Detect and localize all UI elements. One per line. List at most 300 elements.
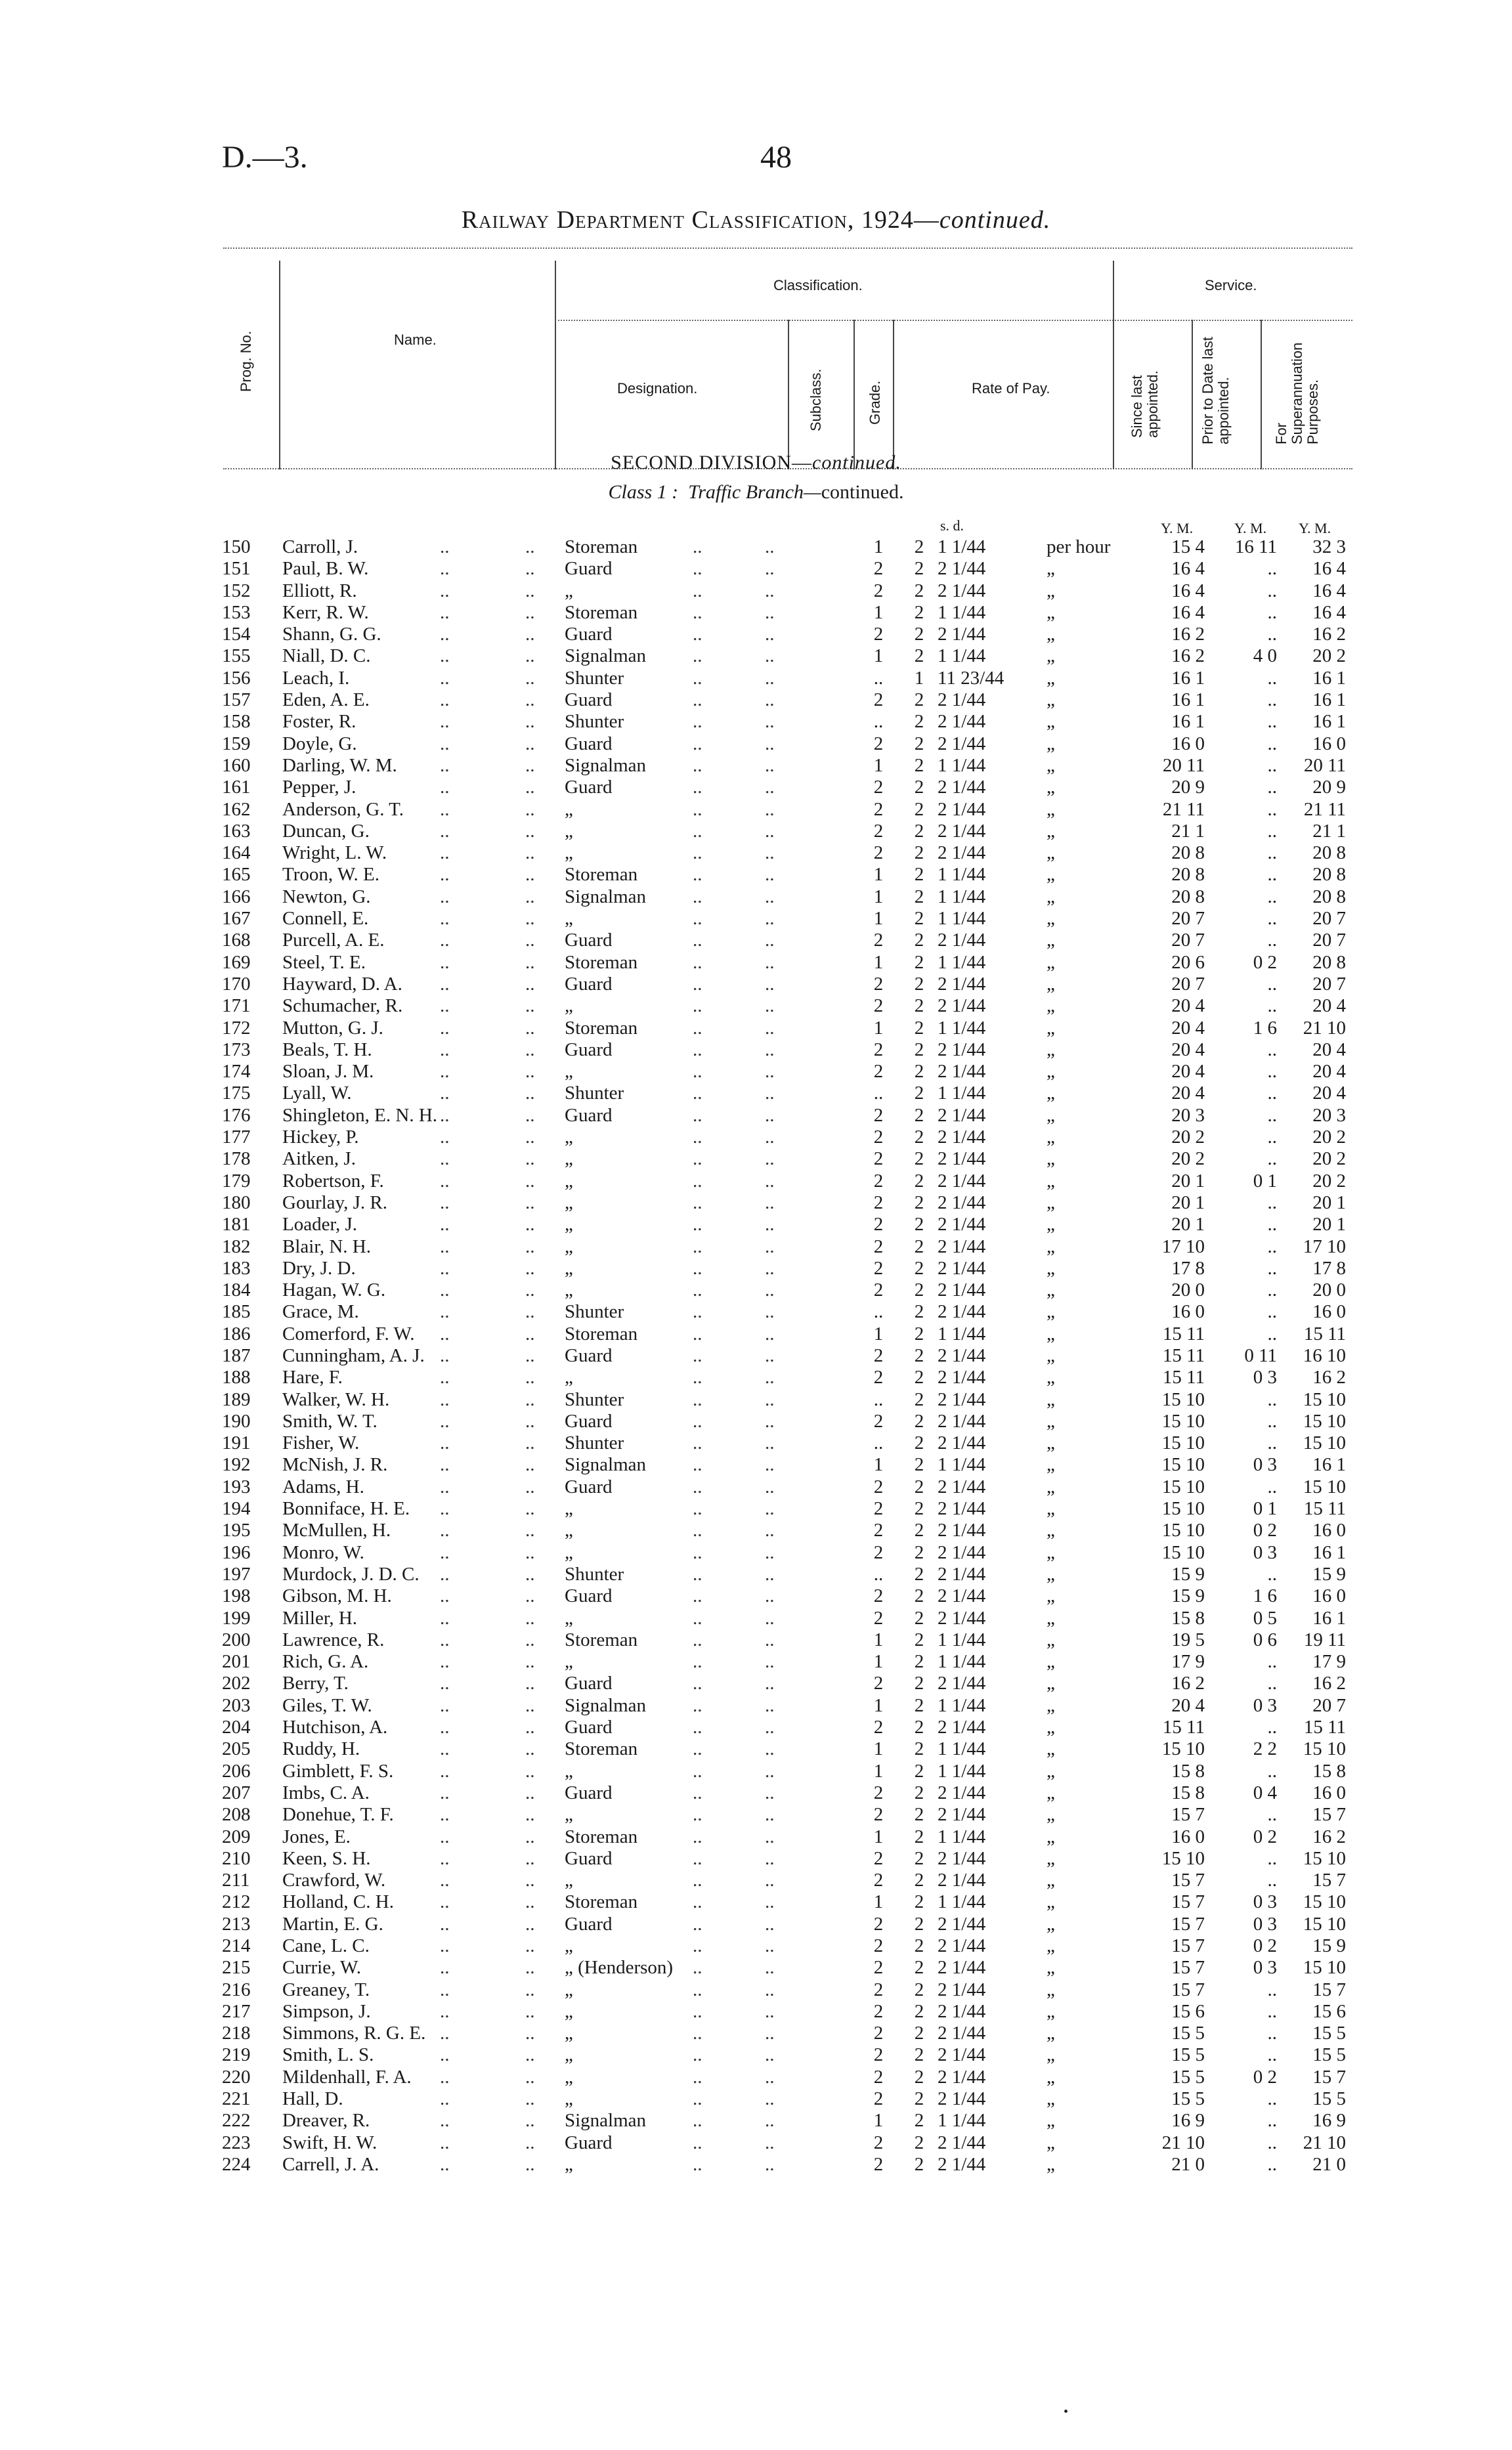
leader-dots: .. (440, 1454, 450, 1476)
leader-dots: .. (693, 558, 702, 580)
subclass: 1 (873, 601, 884, 623)
staff-name: Wright, L. W. (282, 842, 387, 864)
leader-dots: .. (440, 1039, 450, 1060)
leader-dots: .. (693, 1432, 702, 1454)
leader-dots: .. (440, 886, 450, 907)
staff-name: Duncan, G. (282, 820, 370, 842)
leader-dots: .. (525, 1323, 535, 1344)
leader-dots: .. (765, 1870, 775, 1891)
leader-dots: .. (693, 645, 702, 667)
service-superannuation: 16 1 (1312, 689, 1346, 711)
leader-dots: .. (765, 536, 775, 557)
service-since-last: 15 10 (1161, 1388, 1205, 1410)
pay-period: „ (1047, 2153, 1055, 2175)
leader-dots: .. (440, 624, 450, 645)
table-row (0, 536, 1512, 558)
service-since-last: 17 9 (1171, 1651, 1205, 1673)
service-since-last: 15 5 (1171, 2066, 1205, 2088)
table-row (0, 1258, 1512, 1279)
staff-name: Purcell, A. E. (282, 930, 385, 951)
staff-name: Kerr, R. W. (282, 601, 369, 623)
service-since-last: 15 10 (1161, 1410, 1205, 1432)
prog-number: 185 (222, 1301, 251, 1323)
leader-dots: .. (440, 951, 450, 973)
table-row (0, 908, 1512, 930)
service-superannuation: 15 8 (1312, 1760, 1346, 1782)
staff-name: Connell, E. (282, 908, 369, 930)
table-row (0, 2088, 1512, 2110)
grade: 2 (914, 798, 924, 820)
grade: 2 (914, 1935, 924, 1956)
leader-dots: .. (765, 2153, 775, 2175)
designation: Signalman (565, 886, 647, 907)
leader-dots: .. (525, 1585, 535, 1607)
service-superannuation: 16 9 (1312, 2110, 1346, 2132)
subclass: 2 (873, 1127, 884, 1148)
table-row (0, 842, 1512, 864)
col-divider (788, 320, 789, 469)
prog-number: 202 (222, 1673, 251, 1694)
grade: 2 (914, 1410, 924, 1432)
pay-period: „ (1047, 1913, 1055, 1935)
service-since-last: 16 0 (1171, 733, 1205, 754)
leader-dots: .. (693, 1192, 702, 1213)
service-superannuation: 20 4 (1312, 1061, 1346, 1083)
grade: 2 (914, 908, 924, 930)
subclass: 2 (873, 2066, 884, 2088)
service-superannuation: 20 7 (1312, 1694, 1346, 1716)
grade: 2 (914, 1563, 924, 1585)
service-prior: .. (1267, 667, 1277, 689)
leader-dots: .. (693, 1957, 702, 1979)
table-row (0, 821, 1512, 842)
designation: Shunter (565, 1563, 624, 1585)
subclass: 2 (873, 580, 884, 601)
service-prior: .. (1267, 2088, 1277, 2110)
leader-dots: .. (525, 1454, 535, 1476)
staff-name: Niall, D. C. (282, 645, 371, 667)
service-prior: .. (1267, 1257, 1277, 1279)
division-heading: SECOND DIVISION—continued. (611, 452, 901, 473)
subclass: 2 (873, 1541, 884, 1563)
table-row (0, 1389, 1512, 1411)
service-superannuation: 16 10 (1303, 1344, 1346, 1366)
grade: 2 (914, 1432, 924, 1454)
leader-dots: .. (440, 1192, 450, 1213)
grade: 2 (914, 2132, 924, 2153)
staff-name: Jones, E. (282, 1826, 351, 1847)
rate-of-pay: 2 1/44 (938, 1847, 986, 1869)
table-row (0, 1761, 1512, 1782)
leader-dots: .. (693, 1847, 702, 1869)
service-since-last: 15 4 (1171, 536, 1205, 557)
leader-dots: .. (440, 1957, 450, 1979)
pay-period: „ (1047, 1891, 1055, 1913)
service-prior: .. (1267, 558, 1277, 580)
subclass: 2 (873, 1279, 884, 1301)
grade: 2 (914, 1717, 924, 1738)
designation: „ (565, 1367, 573, 1388)
leader-dots: .. (440, 1913, 450, 1935)
grade: 2 (914, 1673, 924, 1694)
pay-period: „ (1047, 1870, 1055, 1891)
subclass: 1 (873, 1454, 884, 1476)
designation: „ (565, 1520, 573, 1541)
table-row (0, 1476, 1512, 1498)
service-prior: .. (1267, 1870, 1277, 1891)
service-superannuation: 20 7 (1312, 973, 1346, 995)
prog-number: 163 (222, 820, 251, 842)
pay-period: „ (1047, 1061, 1055, 1083)
service-since-last: 15 11 (1162, 1367, 1205, 1388)
leader-dots: .. (440, 2044, 450, 2066)
table-row (0, 799, 1512, 821)
grade: 2 (914, 2110, 924, 2132)
leader-dots: .. (765, 1607, 775, 1629)
service-superannuation: 21 11 (1303, 798, 1346, 820)
leader-dots: .. (693, 1738, 702, 1760)
service-prior: .. (1267, 1301, 1277, 1323)
leader-dots: .. (440, 1170, 450, 1192)
rate-of-pay: 2 1/44 (938, 1279, 986, 1301)
prog-number: 199 (222, 1607, 251, 1629)
service-since-last: 15 10 (1161, 1541, 1205, 1563)
leader-dots: .. (765, 1541, 775, 1563)
staff-name: Blair, N. H. (282, 1236, 371, 1257)
leader-dots: .. (525, 1673, 535, 1694)
table-row (0, 1498, 1512, 1520)
staff-name: Rich, G. A. (282, 1651, 369, 1673)
service-prior: .. (1267, 1148, 1277, 1170)
prog-number: 151 (222, 558, 251, 580)
service-since-last: 16 1 (1171, 689, 1205, 711)
service-superannuation: 20 8 (1312, 864, 1346, 886)
header-top-rule (223, 247, 1352, 249)
leader-dots: .. (440, 930, 450, 951)
grade: 2 (914, 1257, 924, 1279)
rate-of-pay: 1 1/44 (938, 1017, 986, 1039)
service-superannuation: 15 7 (1312, 1979, 1346, 2000)
pay-period: „ (1047, 754, 1055, 776)
pay-period: „ (1047, 624, 1055, 645)
designation: Guard (565, 1104, 613, 1126)
designation: „ (565, 820, 573, 842)
grade: 2 (914, 1017, 924, 1039)
leader-dots: .. (765, 1891, 775, 1913)
staff-name: Ruddy, H. (282, 1738, 360, 1760)
subclass: 2 (873, 1673, 884, 1694)
rate-of-pay: 2 1/44 (938, 1432, 986, 1454)
service-since-last: 20 11 (1162, 754, 1205, 776)
leader-dots: .. (525, 1083, 535, 1104)
grade: 2 (914, 2153, 924, 2175)
leader-dots: .. (440, 1344, 450, 1366)
subclass: 1 (873, 951, 884, 973)
pay-period: „ (1047, 1541, 1055, 1563)
table-row (0, 1454, 1512, 1476)
service-superannuation: 16 1 (1312, 1541, 1346, 1563)
subclass: 2 (873, 820, 884, 842)
service-superannuation: 20 8 (1312, 886, 1346, 907)
leader-dots: .. (440, 1388, 450, 1410)
service-superannuation: 20 11 (1303, 754, 1346, 776)
leader-dots: .. (765, 1913, 775, 1935)
leader-dots: .. (440, 1760, 450, 1782)
rate-of-pay: 2 1/44 (938, 777, 986, 798)
grade: 2 (914, 1170, 924, 1192)
leader-dots: .. (440, 973, 450, 995)
subclass: 2 (873, 558, 884, 580)
subclass: .. (873, 1432, 884, 1454)
staff-name: Dreaver, R. (282, 2110, 370, 2132)
pay-period: „ (1047, 558, 1055, 580)
subclass: 1 (873, 908, 884, 930)
prog-number: 180 (222, 1192, 251, 1213)
designation: „ (565, 1541, 573, 1563)
leader-dots: .. (525, 1804, 535, 1826)
rate-of-pay: 1 1/44 (938, 1651, 986, 1673)
rate-of-pay: 2 1/44 (938, 798, 986, 820)
staff-name: Fisher, W. (282, 1432, 360, 1454)
table-row (0, 2154, 1512, 2176)
leader-dots: .. (693, 1236, 702, 1257)
leader-dots: .. (765, 1301, 775, 1323)
subclass: 2 (873, 1214, 884, 1236)
table-row (0, 1979, 1512, 2001)
service-prior: .. (1267, 930, 1277, 951)
table-row (0, 1608, 1512, 1629)
service-superannuation: 16 0 (1312, 733, 1346, 754)
prog-number: 197 (222, 1563, 251, 1585)
designation: „ (565, 2000, 573, 2022)
rate-of-pay: 2 1/44 (938, 1104, 986, 1126)
col-divider (853, 320, 855, 469)
leader-dots: .. (765, 842, 775, 864)
leader-dots: .. (525, 754, 535, 776)
service-prior: 0 3 (1253, 1367, 1277, 1388)
staff-name: Mutton, G. J. (282, 1017, 383, 1039)
subclass: 1 (873, 1891, 884, 1913)
staff-name: Simmons, R. G. E. (282, 2023, 426, 2044)
prog-number: 205 (222, 1738, 251, 1760)
leader-dots: .. (693, 601, 702, 623)
leader-dots: .. (525, 1782, 535, 1803)
rate-of-pay: 2 1/44 (938, 2023, 986, 2044)
rate-of-pay: 2 1/44 (938, 1061, 986, 1083)
leader-dots: .. (440, 1257, 450, 1279)
table-row (0, 2067, 1512, 2088)
col-grade: Grade. (867, 380, 883, 425)
pay-period: „ (1047, 2023, 1055, 2044)
leader-dots: .. (525, 1192, 535, 1213)
service-prior: .. (1267, 1563, 1277, 1585)
service-since-last: 20 1 (1171, 1192, 1205, 1213)
grade: 2 (914, 711, 924, 733)
leader-dots: .. (693, 1498, 702, 1520)
pay-period: „ (1047, 667, 1055, 689)
leader-dots: .. (765, 2000, 775, 2022)
pay-period: „ (1047, 1694, 1055, 1716)
prog-number: 169 (222, 951, 251, 973)
leader-dots: .. (693, 1323, 702, 1344)
service-prior: .. (1267, 1323, 1277, 1344)
grade: 2 (914, 1236, 924, 1257)
leader-dots: .. (525, 733, 535, 754)
title-continued: continued. (939, 206, 1051, 234)
table-row (0, 1673, 1512, 1694)
service-prior: .. (1267, 1979, 1277, 2000)
table-row (0, 1083, 1512, 1104)
leader-dots: .. (765, 995, 775, 1017)
leader-dots: .. (693, 1673, 702, 1694)
leader-dots: .. (525, 930, 535, 951)
grade: 2 (914, 601, 924, 623)
grade: 2 (914, 1039, 924, 1060)
leader-dots: .. (765, 1214, 775, 1236)
pay-period: „ (1047, 1804, 1055, 1826)
table-row (0, 1171, 1512, 1192)
subclass: 1 (873, 536, 884, 557)
leader-dots: .. (693, 1148, 702, 1170)
subclass: 2 (873, 1585, 884, 1607)
table-row (0, 1061, 1512, 1083)
prog-number: 154 (222, 624, 251, 645)
staff-name: Pepper, J. (282, 777, 356, 798)
service-since-last: 16 9 (1171, 2110, 1205, 2132)
grade: 2 (914, 1214, 924, 1236)
service-since-last: 15 10 (1161, 1454, 1205, 1476)
designation: Guard (565, 1410, 613, 1432)
prog-number: 216 (222, 1979, 251, 2000)
leader-dots: .. (440, 558, 450, 580)
table-row (0, 1695, 1512, 1717)
service-prior: 0 2 (1253, 1826, 1277, 1847)
service-since-last: 15 11 (1162, 1323, 1205, 1344)
prog-number: 219 (222, 2044, 251, 2066)
leader-dots: .. (440, 2066, 450, 2088)
pay-period: „ (1047, 1476, 1055, 1497)
leader-dots: .. (765, 1039, 775, 1060)
prog-number: 190 (222, 1410, 251, 1432)
rate-of-pay: 2 1/44 (938, 1498, 986, 1520)
designation: „ (565, 1061, 573, 1083)
service-superannuation: 15 7 (1312, 1870, 1346, 1891)
pay-period: „ (1047, 1782, 1055, 1803)
unit-years-months: Y. M. (1234, 520, 1267, 536)
leader-dots: .. (525, 777, 535, 798)
service-prior: 0 4 (1253, 1782, 1277, 1803)
prog-number: 204 (222, 1717, 251, 1738)
designation: Shunter (565, 1083, 624, 1104)
rate-of-pay: 2 1/44 (938, 1563, 986, 1585)
grade: 2 (914, 2044, 924, 2066)
pay-period: „ (1047, 689, 1055, 711)
table-row (0, 624, 1512, 645)
leader-dots: .. (440, 2153, 450, 2175)
subclass: 1 (873, 1323, 884, 1344)
leader-dots: .. (440, 1520, 450, 1541)
leader-dots: .. (765, 1563, 775, 1585)
prog-number: 175 (222, 1083, 251, 1104)
leader-dots: .. (525, 842, 535, 864)
staff-name: Carrell, J. A. (282, 2153, 379, 2175)
service-superannuation: 15 5 (1312, 2044, 1346, 2066)
service-prior: .. (1267, 798, 1277, 820)
leader-dots: .. (693, 2088, 702, 2110)
rate-of-pay: 2 1/44 (938, 1344, 986, 1366)
prog-number: 214 (222, 1935, 251, 1956)
table-row (0, 2110, 1512, 2132)
prog-number: 172 (222, 1017, 251, 1039)
table-row (0, 930, 1512, 951)
staff-name: Greaney, T. (282, 1979, 370, 2000)
pay-period: „ (1047, 1826, 1055, 1847)
service-prior: .. (1267, 1388, 1277, 1410)
service-prior: 1 6 (1253, 1017, 1277, 1039)
staff-name: Gourlay, J. R. (282, 1192, 388, 1213)
leader-dots: .. (525, 2132, 535, 2153)
rate-of-pay: 2 1/44 (938, 930, 986, 951)
subclass: 2 (873, 624, 884, 645)
designation: Storeman (565, 1826, 638, 1847)
rate-of-pay: 2 1/44 (938, 2153, 986, 2175)
subclass: 1 (873, 1017, 884, 1039)
designation: „ (565, 1279, 573, 1301)
staff-name: Donehue, T. F. (282, 1804, 394, 1826)
service-prior: 4 0 (1253, 645, 1277, 667)
rate-of-pay: 1 1/44 (938, 1738, 986, 1760)
service-superannuation: 21 10 (1303, 1017, 1346, 1039)
rate-of-pay: 2 1/44 (938, 2132, 986, 2153)
table-row (0, 1018, 1512, 1039)
service-superannuation: 16 2 (1312, 1367, 1346, 1388)
service-since-last: 20 7 (1171, 930, 1205, 951)
grade: 2 (914, 754, 924, 776)
staff-name: Robertson, F. (282, 1170, 384, 1192)
leader-dots: .. (525, 995, 535, 1017)
leader-dots: .. (440, 864, 450, 886)
subclass: 2 (873, 733, 884, 754)
leader-dots: .. (765, 558, 775, 580)
rate-of-pay: 2 1/44 (938, 1127, 986, 1148)
service-superannuation: 20 2 (1312, 645, 1346, 667)
leader-dots: .. (440, 1717, 450, 1738)
rate-of-pay: 2 1/44 (938, 1520, 986, 1541)
title-text: Railway Department Classification, 1924 (461, 206, 914, 234)
table-row (0, 1848, 1512, 1870)
group-classification: Classification. (773, 277, 863, 293)
pay-period: „ (1047, 1651, 1055, 1673)
designation: „ (565, 2023, 573, 2044)
prog-number: 198 (222, 1585, 251, 1607)
prog-number: 189 (222, 1388, 251, 1410)
leader-dots: .. (765, 908, 775, 930)
rate-of-pay: 2 1/44 (938, 580, 986, 601)
leader-dots: .. (525, 1498, 535, 1520)
staff-name: Steel, T. E. (282, 951, 366, 973)
leader-dots: .. (693, 1979, 702, 2000)
grade: 2 (914, 1847, 924, 1869)
leader-dots: .. (765, 1957, 775, 1979)
grade: 2 (914, 1629, 924, 1650)
grade: 2 (914, 1651, 924, 1673)
table-row (0, 1127, 1512, 1148)
grade: 2 (914, 1694, 924, 1716)
service-prior: .. (1267, 1804, 1277, 1826)
service-since-last: 15 8 (1171, 1760, 1205, 1782)
leader-dots: .. (525, 1760, 535, 1782)
leader-dots: .. (440, 2088, 450, 2110)
